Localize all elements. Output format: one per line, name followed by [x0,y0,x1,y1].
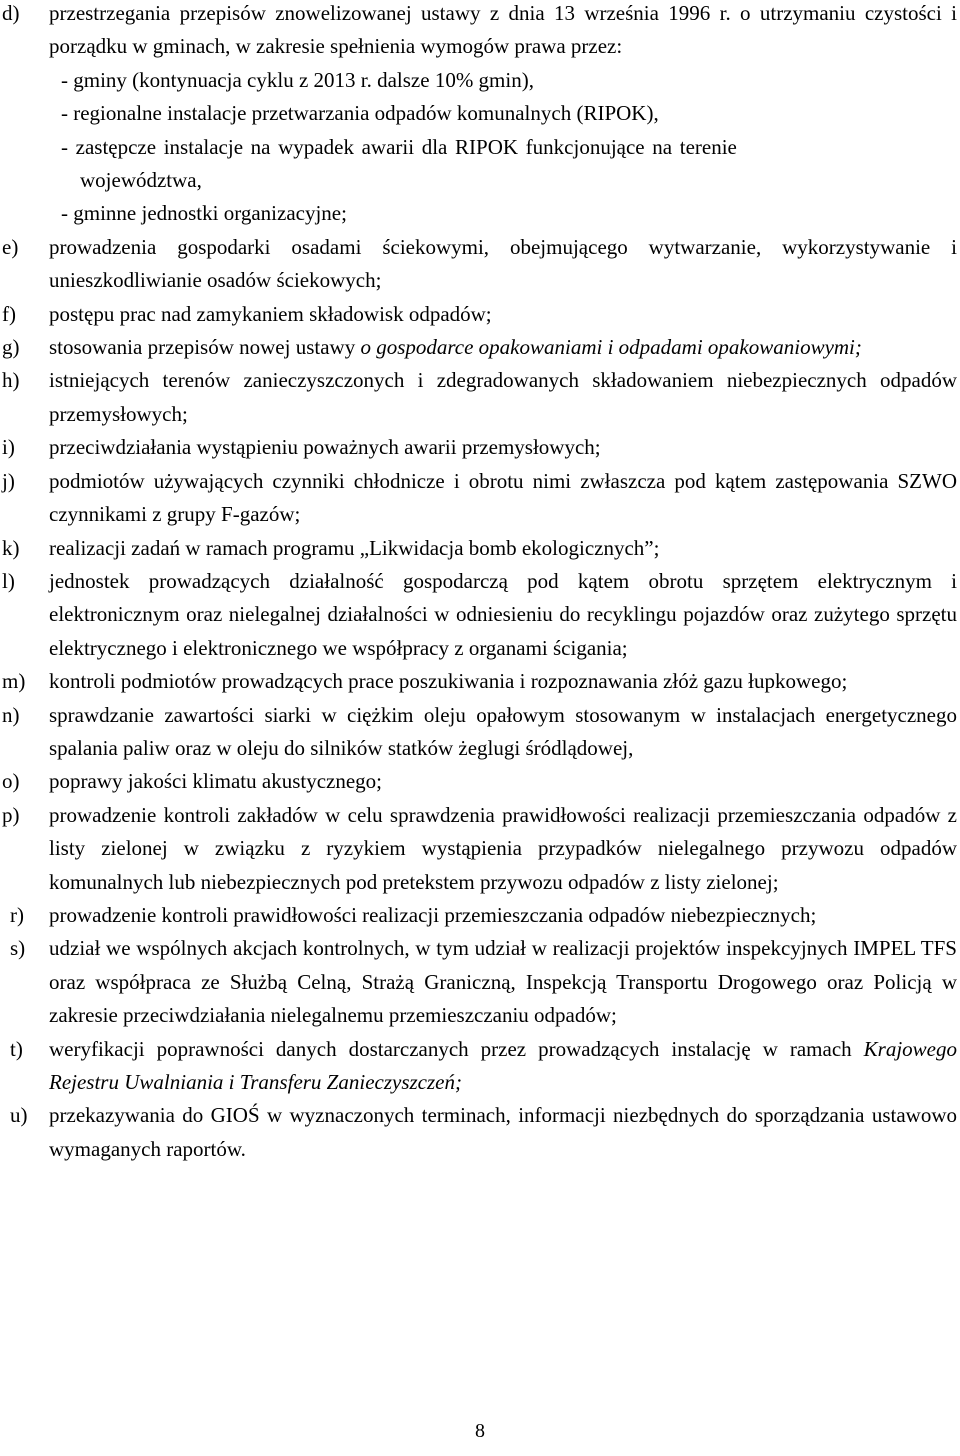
list-item-text [49,331,957,364]
list-marker: g) [2,335,20,360]
list-marker: k) [2,535,20,560]
list-item-text: przeciwdziałania wystąpieniu poważnych awarii przemysłowych; [49,435,601,460]
list-item-g [0,331,957,364]
list-item-text [49,1033,957,1100]
sub-item-zastepcze: - zastępcze instalacje na wypadek awarii dla RIPOK funkcjonujące na terenie [61,134,737,159]
sub-item-zastepcze-cont: województwa, [80,168,202,193]
list-marker: d) [2,1,20,25]
list-marker: f) [2,301,16,326]
page-number: 8 [475,1420,485,1442]
list-item-text: postępu prac nad zamykaniem składowisk odpadów; [49,301,492,326]
list-item-n [0,699,957,766]
list-item-text: sprawdzanie zawartości siarki w ciężkim oleju opałowym stosowanym w instalacjach energetycznego spalania paliw oraz w oleju do silników statków żeglugi śródlądowej, [49,702,957,760]
list-item-k [0,532,957,565]
sub-item-gminne: - gminne jednostki organizacyjne; [61,201,347,226]
list-item-text: prowadzenie kontroli zakładów w celu sprawdzenia prawidłowości realizacji przemieszczania odpadów z listy zielonej w związku z ryzykiem wystąpienia przypadków nielegalnego przywozu odpadów komunalnych lub niebezpiecznych pod pretekstem przywozu odpadów z listy zielonej; [49,802,957,894]
sub-item-gminy: - gminy (kontynuacja cyklu z 2013 r. dalsze 10% gmin), [61,67,534,92]
list-item-text: przekazywania do GIOŚ w wyznaczonych terminach, informacji niezbędnych do sporządzania ustawowo wymaganych raportów. [49,1103,957,1161]
list-marker: r) [10,902,24,927]
list-item-text-plain: stosowania przepisów nowej ustawy [49,335,361,360]
register-name-italic: Krajowego Rejestru Uwalniania i Transferu Zanieczyszczeń; [49,1036,957,1094]
list-item-text-plain: weryfikacji poprawności danych dostarczanych przez prowadzących instalację w ramach [49,1036,864,1061]
list-marker: e) [2,234,19,259]
list-item-p [0,799,957,899]
list-marker: n) [2,702,20,727]
list-marker: l) [2,568,15,593]
list-item-text: kontroli podmiotów prowadzących prace poszukiwania i rozpoznawania złóż gazu łupkowego; [49,669,848,694]
list-item-u [0,1099,957,1166]
list-item-r [0,899,957,932]
list-item-text: udział we wspólnych akcjach kontrolnych, w tym udział w realizacji projektów inspekcyjnych IMPEL TFS oraz współpraca ze Służbą Celną, Strażą Graniczną, Inspekcją Transportu Drogowego oraz Policją w zakresie przeciwdziałania nielegalnemu przemieszczaniu odpadów; [49,936,957,1028]
list-item-i [0,431,957,464]
list-item-l [0,565,957,665]
list-marker: p) [2,802,20,827]
list-item-e [0,231,957,298]
list-item-o [0,765,957,798]
list-item-d [0,0,957,231]
list-item-h [0,364,957,431]
list-item-t [0,1033,957,1100]
list-item-text: poprawy jakości klimatu akustycznego; [49,769,382,794]
list-item-text: realizacji zadań w ramach programu „Likwidacja bomb ekologicznych”; [49,535,660,560]
list-marker: s) [10,936,26,961]
law-title-italic: o gospodarce opakowaniami i odpadami opakowaniowymi; [360,335,862,360]
list-item-m [0,665,957,698]
list-marker: t) [10,1036,23,1061]
list-item-text: przestrzegania przepisów znowelizowanej ustawy z dnia 13 września 1996 r. o utrzymaniu czystości i porządku w gminach, w zakresie spełnienia wymogów prawa przez: [49,1,957,59]
list-item-text: prowadzenie kontroli prawidłowości realizacji przemieszczania odpadów niebezpiecznych; [49,902,817,927]
list-marker: i) [2,435,15,460]
list-marker: m) [2,669,26,694]
list-item-text: istniejących terenów zanieczyszczonych i zdegradowanych składowaniem niebezpiecznych odpadów przemysłowych; [49,368,957,426]
list-marker: j) [2,468,15,493]
list-item-j [0,465,957,532]
list-item-text: podmiotów używających czynniki chłodnicze i obrotu nimi zwłaszcza pod kątem zastępowania SZWO czynnikami z grupy F-gazów; [49,468,957,527]
list-item-text: jednostek prowadzących działalność gospodarczą pod kątem obrotu sprzętem elektrycznym i elektronicznym oraz nielegalnej działalności w odniesieniu do recyklingu pojazdów oraz zużytego sprzętu elektrycznego i elektronicznego we współpracy z organami ścigania; [49,568,957,660]
list-item-text: prowadzenia gospodarki osadami ściekowymi, obejmującego wytwarzanie, wykorzystywanie i unieszkodliwianie osadów ściekowych; [49,234,957,293]
list-item-f [0,298,957,331]
sub-item-ripok: - regionalne instalacje przetwarzania odpadów komunalnych (RIPOK), [61,101,659,126]
list-item-s [0,932,957,1032]
list-marker: h) [2,368,20,393]
list-marker: o) [2,769,20,794]
list-marker: u) [10,1103,28,1128]
